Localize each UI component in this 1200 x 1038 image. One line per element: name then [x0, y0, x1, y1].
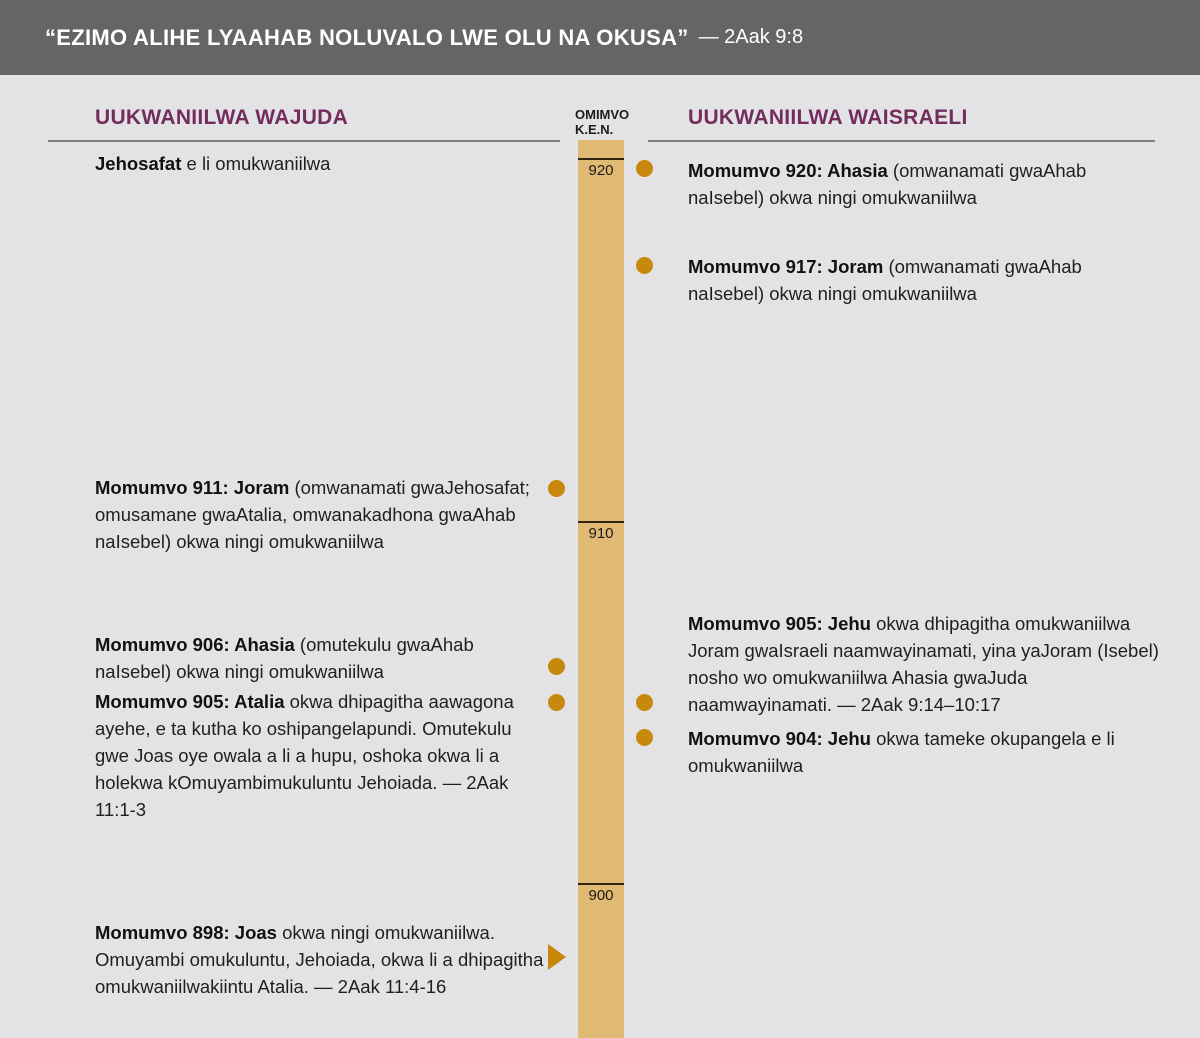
timeline-tick-910 [578, 521, 624, 523]
event-arrow-judah-898-icon [548, 944, 566, 970]
page-title-quote: “EZIMO ALIHE LYAAHAB NOLUVALO LWE OLU NA OKUSA” [45, 24, 689, 50]
event-rest-text: e li omukwaniilwa [181, 153, 331, 174]
timeline-unit-label [575, 107, 629, 137]
event-rest-text: (omwanamati gwaJehosafat; omusamane gwaAtalia, omwanakadhona gwaAhab naIsebel) okwa ningi omukwaniilwa [95, 477, 530, 552]
event-dot-israel-920-icon [636, 160, 653, 177]
header-bar [0, 0, 1200, 75]
event-rest-text: okwa dhipagitha aawagona ayehe, e ta kutha ko oshipangelapundi. Omutekulu gwe Joas oye owala a li a hupu, oshoka okwa li a holekwa kOmuyambimukuluntu Jehoiada. — 2Aak 11:1-3 [95, 691, 514, 820]
event-bold-text: Momumvo 917: Joram [688, 256, 884, 277]
timeline-unit-line1: OMIMVO [575, 107, 630, 122]
event-dot-judah-906-icon [548, 658, 565, 675]
event-dot-israel-917-icon [636, 257, 653, 274]
event-dot-israel-905-icon [636, 694, 653, 711]
event-rest-text: (omwanamati gwaAhab naIsebel) okwa ningi omukwaniilwa [688, 256, 1082, 304]
year-label-900: 900 [588, 887, 614, 904]
israel-event-904 [688, 725, 1160, 779]
event-dot-israel-904-icon [636, 729, 653, 746]
event-bold-text: Momumvo 904: Jehu [688, 728, 871, 749]
event-rest-text: (omwanamati gwaAhab naIsebel) okwa ningi omukwaniilwa [688, 160, 1087, 208]
event-dot-judah-905-icon [548, 694, 565, 711]
israel-event-905 [688, 610, 1160, 718]
year-label-910: 910 [588, 525, 614, 542]
timeline-tick-900 [578, 883, 624, 885]
judah-event-905 [95, 688, 547, 823]
timeline-unit-line2: K.E.N. [575, 122, 614, 137]
timeline-tick-920 [578, 158, 624, 160]
event-bold-text: Momumvo 920: Ahasia [688, 160, 888, 181]
timeline-column [578, 140, 624, 1038]
event-bold-text: Momumvo 905: Atalia [95, 691, 285, 712]
event-bold-text: Jehosafat [95, 153, 182, 174]
event-rest-text: okwa tameke okupangela e li omukwaniilwa [688, 728, 1115, 776]
judah-event-898 [95, 919, 547, 1000]
judah-heading-rule [48, 140, 560, 142]
event-rest-text: (omutekulu gwaAhab naIsebel) okwa ningi omukwaniilwa [95, 634, 474, 682]
judah-event-906 [95, 631, 547, 685]
israel-heading-rule [648, 140, 1155, 142]
judah-event-911 [95, 474, 547, 555]
israel-event-917 [688, 253, 1160, 307]
judah-column-heading: UUKWANIILWA WAJUDA [95, 106, 349, 129]
event-bold-text: Momumvo 898: Joas [95, 922, 277, 943]
event-bold-text: Momumvo 911: Joram [95, 477, 290, 498]
year-label-920: 920 [588, 162, 614, 179]
judah-event-jehosafat [95, 150, 547, 177]
event-dot-judah-911-icon [548, 480, 565, 497]
page-title-reference: — 2Aak 9:8 [698, 26, 804, 48]
event-bold-text: Momumvo 906: Ahasia [95, 634, 295, 655]
event-rest-text: okwa ningi omukwaniilwa. Omuyambi omukuluntu, Jehoiada, okwa li a dhipagitha omukwaniilwakiintu Atalia. — 2Aak 11:4-16 [95, 922, 544, 997]
israel-column-heading: UUKWANIILWA WAISRAELI [688, 106, 968, 129]
event-bold-text: Momumvo 905: Jehu [688, 613, 871, 634]
event-rest-text: okwa dhipagitha omukwaniilwa Joram gwaIsraeli naamwayinamati, yina yaJoram (Isebel) nosho wo omukwaniilwa Ahasia gwaJuda naamwayinamati. — 2Aak 9:14–10:17 [688, 613, 1159, 715]
israel-event-920 [688, 157, 1160, 211]
